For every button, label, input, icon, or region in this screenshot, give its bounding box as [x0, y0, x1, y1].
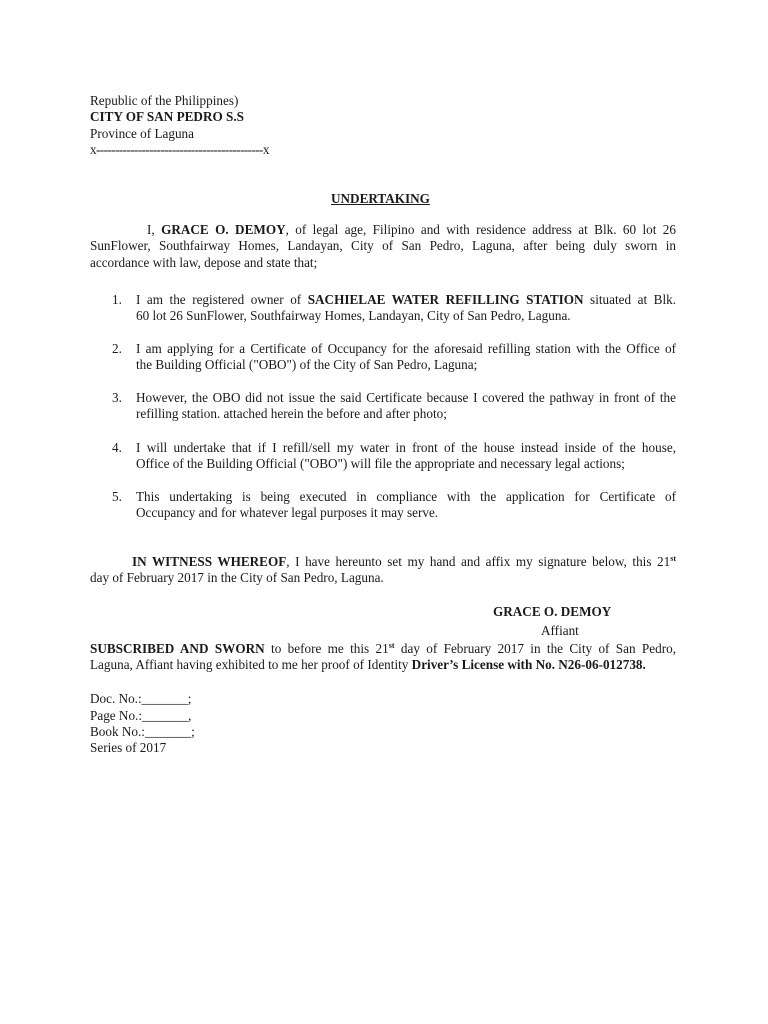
affiant-name: GRACE O. DEMOY — [161, 222, 286, 237]
item-line: I am applying for a Certificate of Occupancy for the aforesaid refilling station with the Office of — [136, 341, 676, 356]
jurat-line-1: SUBSCRIBED AND SWORN to before me this 21st day of February 2017 in the City of San Pedro, — [90, 641, 676, 656]
item-number: 2. — [112, 341, 122, 356]
book-number: Book No.:_______; — [90, 724, 195, 739]
intro-line-1: I, GRACE O. DEMOY, of legal age, Filipino and with residence address at Blk. 60 lot 26 — [147, 222, 676, 237]
item-number: 5. — [112, 489, 122, 504]
item-line: 60 lot 26 SunFlower, Southfairway Homes, Landayan, City of San Pedro, Laguna. — [136, 308, 571, 324]
list-item — [136, 390, 676, 423]
document-title: UNDERTAKING — [331, 191, 430, 206]
jurat-line-2: Laguna, Affiant having exhibited to me her proof of Identity Driver’s License with No. N26-06-012738. — [90, 657, 646, 673]
item-line: However, the OBO did not issue the said Certificate because I covered the pathway in front of the — [136, 390, 676, 405]
signature-name: GRACE O. DEMOY — [493, 604, 612, 619]
list-item — [136, 292, 676, 325]
item-line: Occupancy and for whatever legal purposes it may serve. — [136, 505, 439, 521]
caption-city: CITY OF SAN PEDRO S.S — [90, 109, 244, 124]
caption-separator: x--------------------------------------------x — [90, 142, 269, 157]
item-line: the Building Official ("OBO") of the City of San Pedro, Laguna; — [136, 357, 478, 373]
item-number: 4. — [112, 440, 122, 455]
item-line: I am the registered owner of SACHIELAE WATER REFILLING STATION situated at Blk. — [136, 292, 676, 307]
intro-paragraph — [90, 222, 676, 271]
series-year: Series of 2017 — [90, 740, 167, 755]
item-number: 1. — [112, 292, 122, 307]
caption-province: Province of Laguna — [90, 126, 194, 141]
witness-paragraph — [90, 554, 676, 587]
list-item — [136, 440, 676, 473]
caption-republic: Republic of the Philippines) — [90, 93, 239, 108]
item-line: Office of the Building Official ("OBO") will file the appropriate and necessary legal actions; — [136, 456, 625, 472]
station-name: SACHIELAE WATER REFILLING STATION — [307, 292, 584, 307]
list-item — [136, 341, 676, 374]
item-line: refilling station. attached herein the before and after photo; — [136, 406, 447, 422]
item-number: 3. — [112, 390, 122, 405]
item-line: This undertaking is being executed in compliance with the application for Certificate of — [136, 489, 676, 504]
page-number: Page No.:_______, — [90, 708, 192, 723]
jurat-paragraph — [90, 641, 676, 674]
license-number: Driver’s License with No. N26-06-012738. — [411, 657, 646, 673]
doc-number: Doc. No.:_______; — [90, 691, 192, 706]
intro-line-2: SunFlower, Southfairway Homes, Landayan, City of San Pedro, Laguna, after being duly sworn in — [90, 238, 676, 254]
signature-role: Affiant — [541, 623, 579, 638]
witness-line-1: IN WITNESS WHEREOF, I have hereunto set my hand and affix my signature below, this 21st — [132, 554, 676, 569]
witness-line-2: day of February 2017 in the City of San Pedro, Laguna. — [90, 570, 384, 586]
item-line: I will undertake that if I refill/sell my water in front of the house instead inside of the house, — [136, 440, 676, 455]
list-item — [136, 489, 676, 522]
intro-line-3: accordance with law, depose and state that; — [90, 254, 318, 270]
